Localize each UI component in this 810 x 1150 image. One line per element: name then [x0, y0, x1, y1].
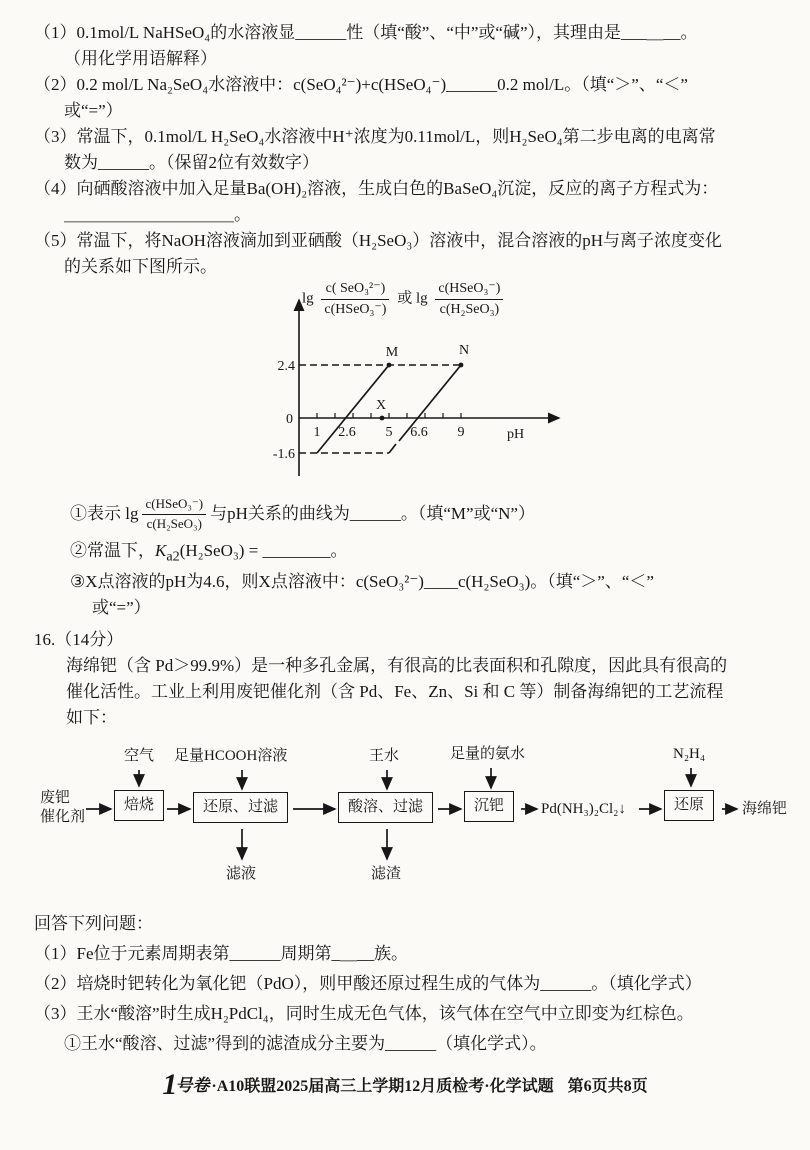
q15-item-5: [34, 228, 778, 280]
fraction-denominator: c(HSeO₃⁻): [324, 301, 387, 317]
brand-logo-numeral: 1: [162, 1068, 176, 1101]
brand-logo-text: 号卷: [175, 1076, 210, 1095]
x-axis-label: pH: [507, 427, 525, 442]
series-M-label: M: [385, 345, 399, 360]
line-N-lower-segment: [389, 444, 396, 453]
question-line-cont: 的关系如下图所示。: [64, 257, 217, 276]
question-line: （4）向硒酸溶液中加入足量Ba(OH)₂溶液，生成白色的BaSeO₄沉淀，反应的离子方程式为：: [34, 179, 719, 198]
q16-answer-2: （2）培烧时钯转化为氧化钯（PdO），则甲酸还原过程生成的气体为______。（填化学式）: [34, 974, 702, 994]
process-flow-diagram: [28, 741, 800, 899]
point-N: [459, 363, 464, 368]
flow-input-aqua-regia: 王水: [369, 748, 400, 765]
flow-input-n2h4: N₂H₄: [673, 746, 706, 763]
fraction-numerator: c( SeO₃²⁻): [321, 280, 389, 300]
q16-answer-1: （1）Fe位于元素周期表第______周期第_＿__族。: [34, 944, 408, 964]
flow-box-acid-dissolve-filter: 酸溶、过滤: [338, 792, 433, 823]
question-line: （3）常温下，0.1mol/L H₂SeO₄水溶液中H⁺浓度为0.11mol/L，则H₂SeO₄第二步电离的电离常: [34, 127, 716, 146]
xtick-9: 9: [457, 425, 465, 440]
fraction-numerator: c(HSeO₃⁻): [142, 496, 206, 514]
line-N: [399, 365, 461, 441]
xtick-2.6: 2.6: [338, 425, 356, 440]
or-lg-label: 或 lg: [397, 290, 428, 307]
text: (H₂SeO₃) = ________。: [179, 541, 348, 560]
ytick-0: 0: [286, 412, 293, 427]
footer-title: ·A10联盟2025届高三上学期12月质检考·化学试题: [211, 1078, 554, 1095]
page-number: 第6页共8页: [567, 1078, 648, 1095]
question-line: ③X点溶液的pH为4.6，则X点溶液中：c(SeO₃²⁻)____c(H₂SeO₃)。（填“＞”、“＜”: [70, 572, 654, 592]
q16-answers: [34, 909, 778, 1059]
question-line-cont: ①王水“酸溶、过滤”得到的滤渣成分主要为______（填化学式）。: [64, 1034, 547, 1054]
question-line: （1）0.1mol/L NaHSeO₄的水溶液显______性（填“酸”、“中”或“碱”），其理由是___＿__。: [34, 23, 698, 42]
lg-label: lg: [302, 290, 314, 307]
q16-answer-3: [34, 999, 778, 1059]
fraction-numerator: c(HSeO₃⁻): [435, 280, 503, 300]
flow-input-ammonia: 足量的氨水: [450, 746, 526, 763]
source-line: 催化剂: [40, 809, 86, 826]
question-line-cont: 数为______。（保留2位有效数字）: [64, 153, 319, 172]
flow-box-reduction-filter: 还原、过滤: [193, 792, 288, 823]
source-line: 废钯: [40, 790, 71, 807]
q16-intro: [34, 653, 778, 731]
fraction-denominator: c(H₂SeO₃): [146, 515, 202, 531]
flow-box-reduction: 还原: [664, 790, 714, 821]
q15-sub2: [70, 538, 778, 569]
series-N-label: N: [458, 343, 470, 358]
question-line: （3）王水“酸溶”时生成H₂PdCl₄，同时生成无色气体，该气体在空气中立即变为红棕色。: [34, 1004, 694, 1024]
annotation-X-label: X: [375, 398, 387, 413]
q15-item-4: [34, 176, 778, 228]
question-line-cont: （用化学用语解释）: [64, 49, 217, 68]
flow-input-air: 空气: [124, 748, 155, 765]
xtick-1: 1: [313, 425, 321, 440]
xtick-5: 5: [385, 425, 393, 440]
q15-subquestions: [34, 490, 778, 621]
flow-source: [40, 789, 85, 827]
page-footer: [0, 1068, 810, 1102]
question-line: （2）0.2 mol/L Na₂SeO₄水溶液中：c(SeO₄²⁻)+c(HSeO₄⁻)______0.2 mol/L。（填“＞”、“＜”: [34, 75, 688, 94]
point-X: [380, 416, 385, 421]
flow-output-filtrate: 滤液: [226, 866, 257, 883]
intro-line: 如下：: [66, 708, 117, 728]
question-line-cont: ＿＿＿＿＿＿＿＿＿＿。: [64, 205, 251, 224]
answers-heading: 回答下列问题：: [34, 914, 153, 934]
ytick-2.4: 2.4: [277, 359, 295, 374]
q15-sub3: [70, 569, 778, 621]
ytick-minus1.6: -1.6: [272, 447, 295, 462]
text: ①表示 lg: [70, 504, 139, 523]
flow-input-hcooh: 足量HCOOH溶液: [174, 748, 288, 765]
flow-intermediate: Pd(NH₃)₂Cl₂↓: [541, 801, 626, 818]
xtick-6.6: 6.6: [410, 425, 428, 440]
point-M: [387, 363, 392, 368]
question-line-cont: 或“=”）: [92, 598, 151, 618]
intro-line: 催化活性。工业上利用废钯催化剂（含 Pd、Fe、Zn、Si 和 C 等）制备海绵钯的工艺流程: [66, 682, 724, 702]
text: 与pH关系的曲线为______。（填“M”或“N”）: [210, 504, 535, 523]
q15-sub1: [70, 490, 778, 538]
flow-product: 海绵钯: [742, 801, 788, 818]
ratio-fraction: [142, 496, 206, 532]
q15-item-2: [34, 72, 778, 124]
question-line: （5）常温下，将NaOH溶液滴加到亚硒酸（H₂SeO₃）溶液中，混合溶液的pH与离子浓度变化: [34, 231, 723, 250]
q15-item-3: [34, 124, 778, 176]
equilibrium-constant-symbol: K: [155, 541, 167, 560]
text: ②常温下，: [70, 541, 155, 560]
constant-subscript: a2: [166, 548, 180, 565]
flow-output-residue: 滤渣: [371, 866, 402, 883]
fraction-denominator: c(H₂SeO₃): [439, 301, 500, 317]
ph-concentration-chart: [34, 281, 778, 480]
question-line-cont: 或“=”）: [64, 101, 123, 120]
q15-item-1: [34, 20, 778, 72]
q16-number: 16.（14分）: [34, 630, 124, 650]
flow-box-roasting: 焙烧: [114, 790, 164, 821]
q16-section: [34, 627, 788, 1059]
chart-plot: [259, 292, 609, 480]
intro-line: 海绵钯（含 Pd＞99.9%）是一种多孔金属，有很高的比表面积和孔隙度，因此具有很高的: [66, 656, 728, 676]
q15-section: [34, 20, 778, 280]
flow-box-precipitate-pd: 沉钯: [464, 791, 514, 822]
